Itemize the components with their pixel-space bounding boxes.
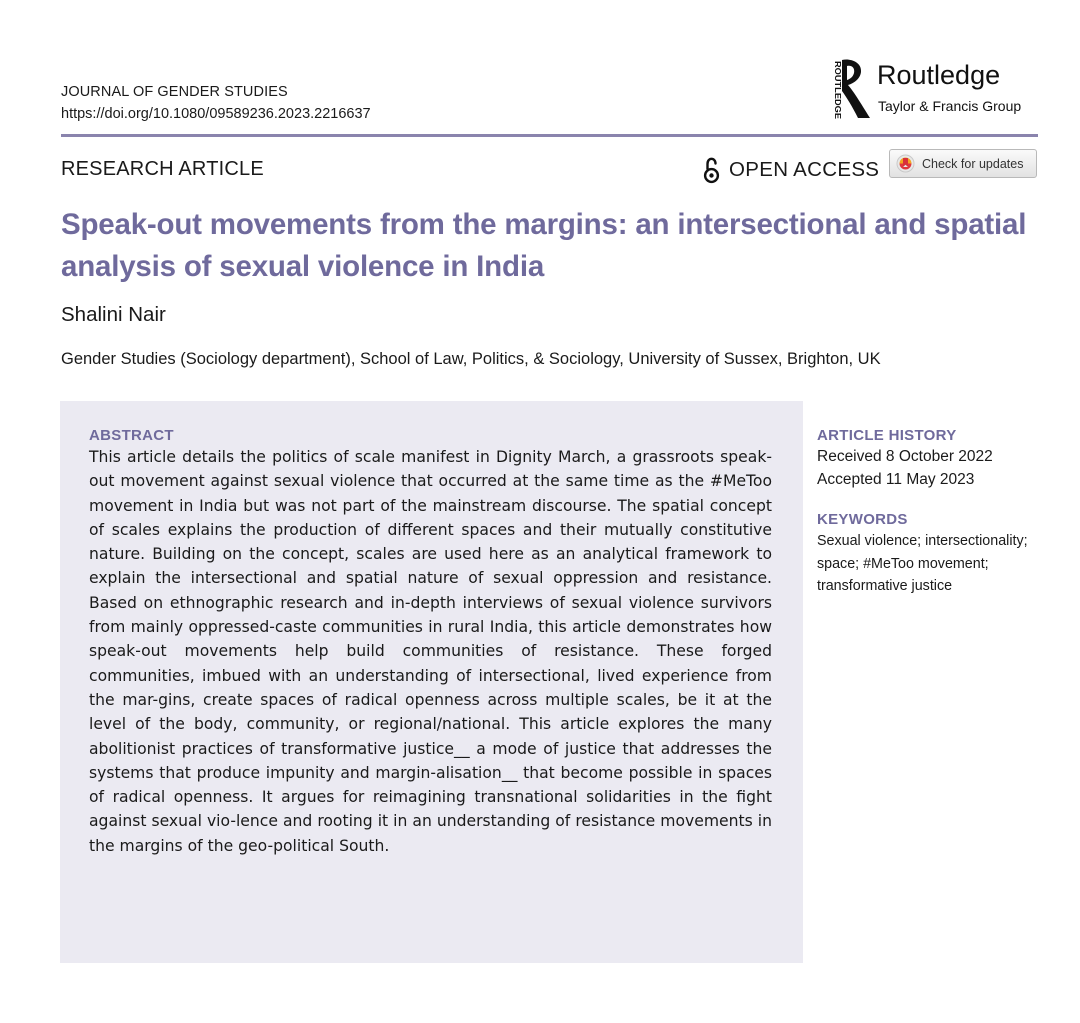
publisher-group: Taylor & Francis Group (878, 98, 1022, 114)
doi-link[interactable]: https://doi.org/10.1080/09589236.2023.2216637 (61, 106, 371, 122)
author-affiliation: Gender Studies (Sociology department), School of Law, Politics, & Sociology, University of Sussex, Brighton, UK (61, 350, 881, 368)
open-access-badge (703, 155, 879, 185)
author-name: Shalini Nair (61, 303, 166, 326)
journal-name: JOURNAL OF GENDER STUDIES (61, 84, 288, 100)
crossmark-icon (896, 154, 915, 173)
abstract-text: This article details the politics of scale manifest in Dignity March, a grassroots speak-out movement against sexual violence that occurred at the same time as the #MeToo movement in India but was not part of the mainstream discourse. The spatial concept of scales explains the production of different spaces and their mutually constitutive nature. Building on the concept, scales are used here as an analytical framework to explain the intersectional and spatial nature of sexual oppression and resistance. Based on ethnographic research and in-depth interviews of sexual violence survivors from mainly oppressed-caste communities in rural India, this article demonstrates how speak-out movements help build communities of resistance. These forged communities, imbued with an understanding of intersectional, lived experience from the mar-gins, create spaces of radical openness across multiple scales, be it at the level of the body, community, or regional/national. This article explores the many abolitionist practices of transformative justice__ a mode of justice that addresses the systems that produce impunity and margin-alisation__ that become possible in spaces of radical openness. It argues for reimagining transnational solidarities in the fight against sexual vio-lence and rooting it in an understanding of resistance movements in the margins of the geo-political South. (89, 448, 772, 855)
article-history-heading: ARTICLE HISTORY (817, 427, 957, 444)
publisher-name: Routledge (877, 60, 1001, 90)
svg-text:ROUTLEDGE: ROUTLEDGE (833, 61, 843, 115)
header-rule (61, 134, 1038, 137)
article-title: Speak-out movements from the margins: an intersectional and spatial analysis of sexual violence in India (61, 208, 1027, 283)
received-date: Received 8 October 2022 (817, 448, 993, 465)
routledge-vertical-wordmark (825, 60, 843, 120)
open-access-label: OPEN ACCESS (729, 158, 880, 181)
abstract-heading: ABSTRACT (89, 427, 174, 444)
routledge-r-mark-icon (838, 58, 872, 120)
article-type-label: RESEARCH ARTICLE (61, 158, 264, 180)
keywords-heading: KEYWORDS (817, 511, 908, 528)
accepted-date: Accepted 11 May 2023 (817, 471, 975, 488)
routledge-logo (825, 58, 1045, 122)
open-access-lock-icon (703, 157, 720, 184)
keywords-list: Sexual violence; intersectionality; space; #MeToo movement; transformative justice (817, 533, 1028, 595)
check-for-updates-label: Check for updates (922, 156, 1024, 171)
check-for-updates-button[interactable] (889, 149, 1037, 178)
